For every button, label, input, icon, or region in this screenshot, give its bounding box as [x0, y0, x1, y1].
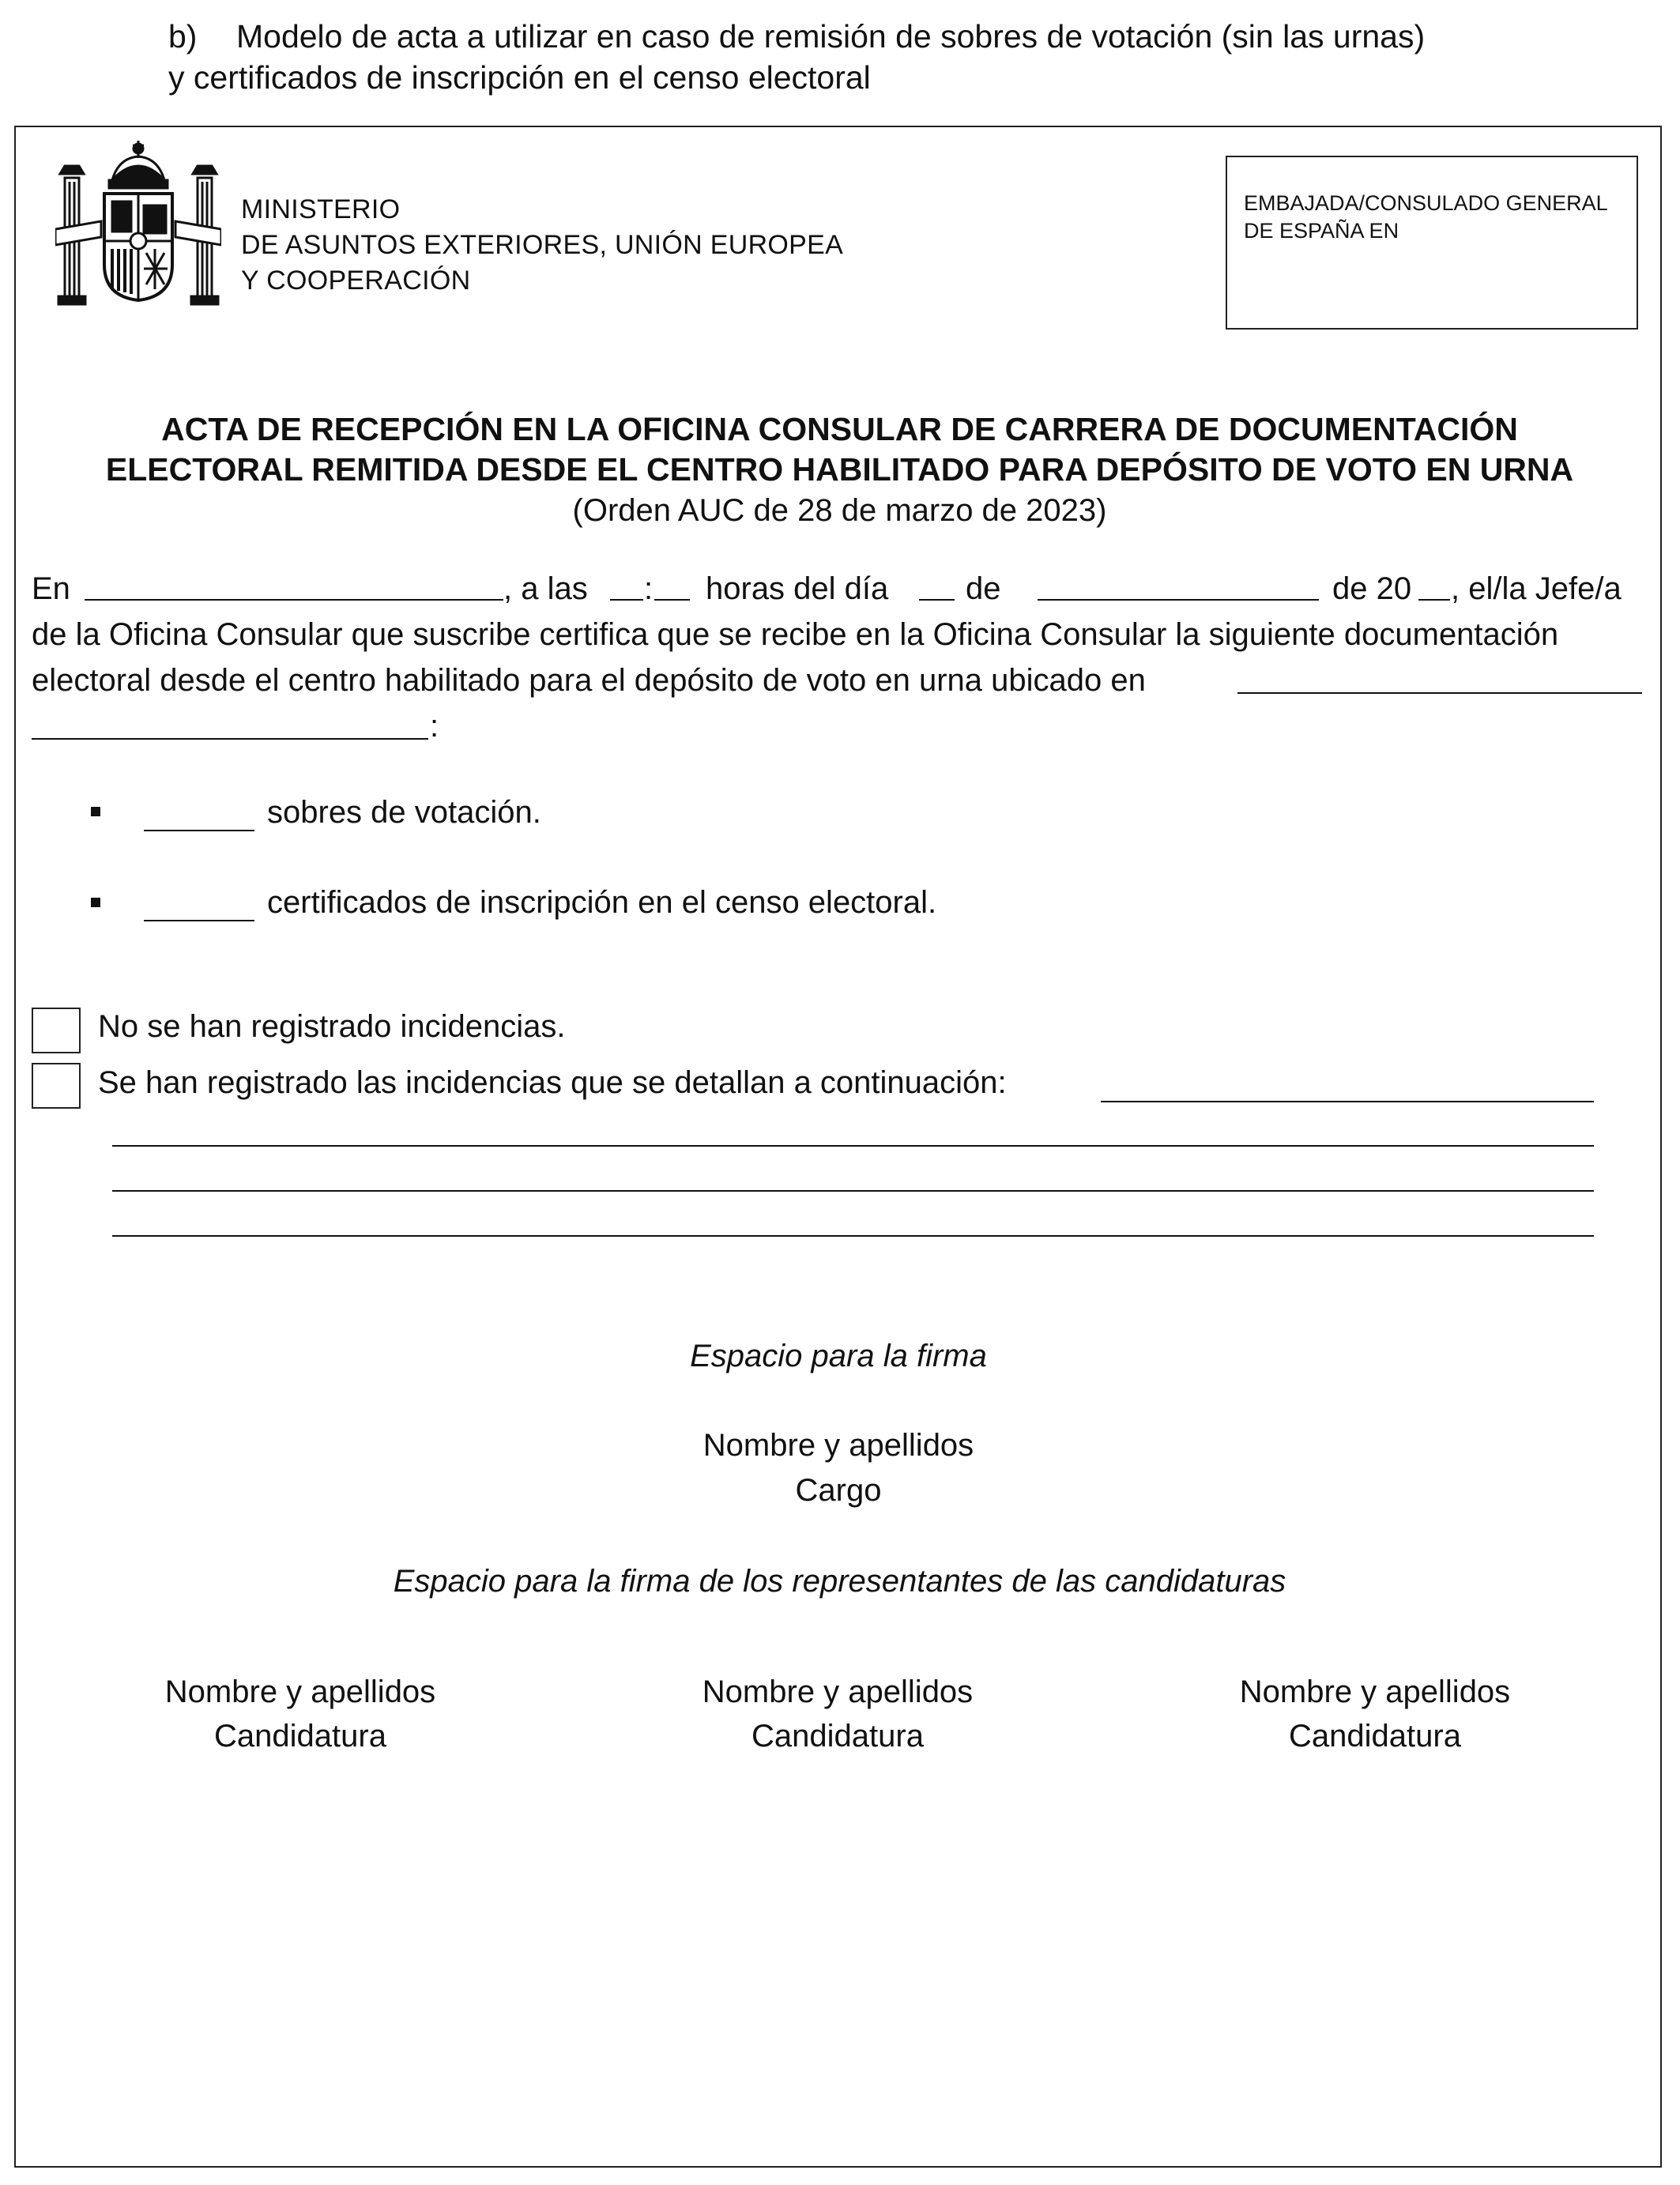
document-title: [32, 409, 1648, 490]
rep-name-label: Nombre y apellidos: [164, 1675, 436, 1709]
ministry-line-3: Y COOPERACIÓN: [241, 266, 471, 296]
rep-name-label: Nombre y apellidos: [1239, 1675, 1511, 1709]
incidents-checkbox[interactable]: [32, 1063, 81, 1109]
paragraph-line-2: de la Oficina Consular que suscribe certifica que se recibe en la Oficina Consular la siguiente documentación: [32, 617, 1559, 652]
minute-blank[interactable]: [654, 599, 690, 601]
title-line-1: ACTA DE RECEPCIÓN EN LA OFICINA CONSULAR DE CARRERA DE DOCUMENTACIÓN: [161, 411, 1518, 447]
incident-line[interactable]: [112, 1145, 1594, 1147]
text-alas: , a las: [503, 571, 588, 606]
item-certificates: certificados de inscripción en el censo electoral.: [267, 885, 937, 920]
intro-line-1: Modelo de acta a utilizar en caso de remisión de sobres de votación (sin las urnas): [236, 18, 1426, 55]
paragraph-line-3: electoral desde el centro habilitado para el depósito de voto en urna ubicado en: [32, 663, 1146, 698]
location-blank-2[interactable]: [32, 738, 428, 740]
hour-blank[interactable]: [610, 599, 643, 601]
word-en: En: [32, 571, 70, 606]
incident-line[interactable]: [112, 1235, 1594, 1237]
document-subtitle: (Orden AUC de 28 de marzo de 2023): [572, 493, 1107, 528]
rep-candidacy-label: Candidatura: [214, 1719, 386, 1754]
embassy-line-2: DE ESPAÑA EN: [1244, 219, 1399, 243]
representative-block: [63, 1670, 537, 1758]
representative-block: [1138, 1670, 1612, 1758]
text-de: de: [966, 571, 1001, 606]
embassy-line-1: EMBAJADA/CONSULADO GENERAL: [1244, 191, 1608, 215]
representatives-label: Espacio para la firma de los representantes de las candidaturas: [393, 1564, 1286, 1599]
coat-of-arms-icon: [55, 134, 221, 310]
item-envelopes: sobres de votación.: [267, 795, 541, 830]
ministry-line-2: DE ASUNTOS EXTERIORES, UNIÓN EUROPEA: [241, 230, 844, 260]
title-line-2: ELECTORAL REMITIDA DESDE EL CENTRO HABILITADO PARA DEPÓSITO DE VOTO EN URNA: [105, 451, 1574, 488]
signer-role-label: Cargo: [795, 1473, 882, 1508]
rep-candidacy-label: Candidatura: [1289, 1719, 1461, 1754]
representative-block: [601, 1670, 1075, 1758]
incident-line[interactable]: [1101, 1101, 1594, 1102]
text-horas: horas del día: [706, 571, 889, 606]
end-colon: :: [430, 709, 439, 744]
incidents-label: Se han registrado las incidencias que se detallan a continuación:: [98, 1065, 1007, 1100]
envelopes-count-blank[interactable]: [144, 830, 254, 831]
place-blank[interactable]: [85, 599, 503, 601]
incident-line[interactable]: [112, 1190, 1594, 1192]
rep-candidacy-label: Candidatura: [751, 1719, 924, 1754]
bullet-icon: [91, 807, 100, 816]
ministry-name: [241, 192, 843, 299]
day-blank[interactable]: [919, 599, 955, 601]
paragraph-line-1: [32, 566, 70, 612]
no-incidents-checkbox[interactable]: [32, 1008, 81, 1053]
embassy-label: [1244, 190, 1608, 245]
year-blank[interactable]: [1418, 599, 1450, 601]
text-jefe: , el/la Jefe/a: [1451, 571, 1622, 606]
rep-name-label: Nombre y apellidos: [702, 1675, 974, 1709]
certificates-count-blank[interactable]: [144, 920, 254, 921]
intro-label: b): [168, 18, 198, 55]
intro-heading: [168, 16, 1591, 98]
text-de20: de 20: [1332, 571, 1412, 606]
signature-space-label: Espacio para la firma: [690, 1339, 987, 1373]
bullet-icon: [91, 898, 100, 907]
ministry-line-1: MINISTERIO: [241, 194, 401, 224]
location-blank-1[interactable]: [1237, 692, 1642, 694]
signer-name-label: Nombre y apellidos: [703, 1428, 974, 1463]
no-incidents-label: No se han registrado incidencias.: [98, 1009, 566, 1044]
month-blank[interactable]: [1038, 599, 1319, 601]
intro-line-2: y certificados de inscripción en el censo electoral: [168, 59, 871, 96]
text-colon: :: [644, 571, 654, 606]
